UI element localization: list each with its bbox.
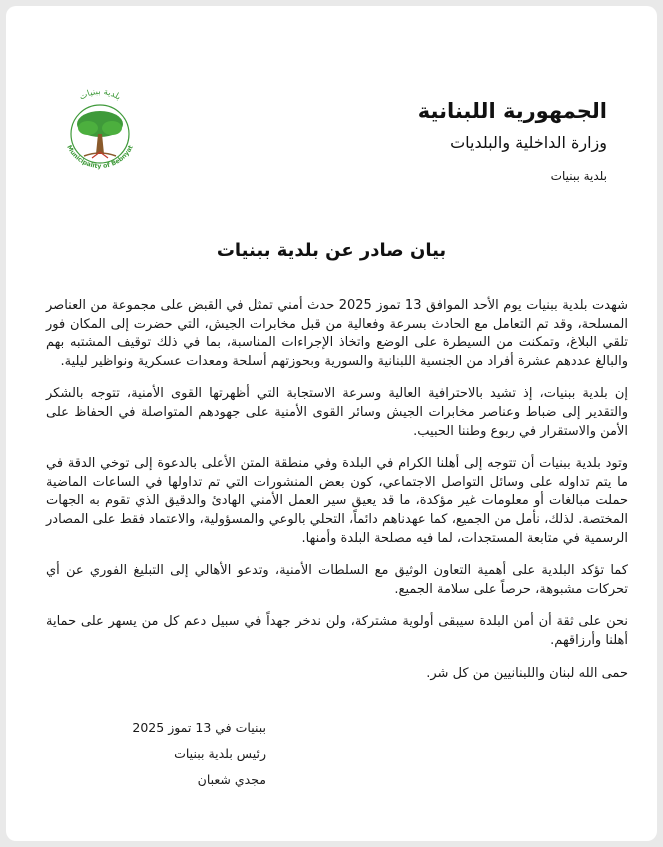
statement-body bbox=[46, 297, 628, 697]
statement-title: بيان صادر عن بلدية ببنيات bbox=[216, 240, 447, 261]
signature-block bbox=[66, 715, 266, 793]
paragraph-closing: حمى الله لبنان واللبنانيين من كل شر. bbox=[426, 665, 628, 681]
municipality-logo bbox=[58, 82, 142, 196]
svg-text:بلدية ببنيات bbox=[78, 87, 123, 103]
paragraph-cooperation: كما تؤكد البلدية على أهمية التعاون الوثيق مع السلطات الأمنية، وتدعو الأهالي إلى التبليغ الفوري عن أي تحركات مشبوهة، حرصاً على سلامة الجميع. bbox=[46, 563, 628, 597]
republic-title: الجمهورية اللبنانية bbox=[417, 99, 607, 123]
paragraph-security: نحن على ثقة أن أمن البلدة سيبقى أولوية مشتركة، ولن ندخر جهداً في سبيل دعم كل من يسهر على حماية أهلنا وأرزاقهم. bbox=[46, 614, 628, 648]
ministry-title: وزارة الداخلية والبلديات bbox=[450, 133, 607, 152]
paragraph-thanks: إن بلدية ببنيات، إذ تشيد بالاحترافية العالية وسرعة الاستجابة التي أظهرتها القوى الأمنية، تتوجه بالشكر والتقدير إلى ضباط وعناصر مخابرات الجيش وسائر القوى الأمنية على جهودهم المتواصلة في الحفاظ على الأمن والاستقرار في ربوع وطننا الحبيب. bbox=[46, 386, 628, 439]
municipality-name: بلدية ببنيات bbox=[550, 169, 607, 183]
logo-english-text: Municipality of Bebnyat bbox=[65, 144, 135, 171]
paragraph-appeal: وتود بلدية ببنيات أن تتوجه إلى أهلنا الكرام في البلدة وفي منطقة المتن الأعلى بالدعوة إلى توخي الدقة في ما يتم تداوله على وسائل التواصل الاجتماعي، كون بعض المنشورات التي تم تداولها في الساعات الماضية حملت مبالغات أو معلومات غير مؤكدة، ما قد يعيق سير العمل الأمني الهادئ والدقيق الذي تقوم به الجهات المختصة. لذلك، نأمل من الجميع، كما عهدناهم دائماً، التحلي بالوعي والمسؤولية، والاعتماد فقط على المصادر الرسمية في متابعة المستجدات، لما فيه مصلحة البلدة وأمنها. bbox=[46, 456, 628, 546]
tree-seal-icon bbox=[58, 82, 142, 196]
signature-role: رئيس بلدية ببنيات bbox=[174, 746, 266, 761]
document-page bbox=[6, 6, 657, 841]
paragraph-incident: شهدت بلدية ببنيات يوم الأحد الموافق 13 تموز 2025 حدث أمني تمثل في القبض على مجموعة من العناصر المسلحة، وقد تم التعامل مع الحادث بسرعة وفعالية من قبل مخابرات الجيش، التي حضرت إلى المكان فور تلقي البلاغ، وتمكنت من السيطرة على الوضع واتخاذ الإجراءات المناسبة، بما في ذلك توقيف المشتبه بهم والبالغ عددهم عشرة أفراد من الجنسية اللبنانية والسورية وبحوزتهم أسلحة ومعدات عسكرية ونواظير ليلية. bbox=[46, 298, 628, 369]
logo-arabic-text: بلدية ببنيات bbox=[77, 86, 123, 103]
letterhead bbox=[347, 98, 607, 184]
signature-place-date: ببنيات في 13 تموز 2025 bbox=[132, 720, 266, 735]
signature-name: مجدي شعبان bbox=[197, 772, 266, 787]
